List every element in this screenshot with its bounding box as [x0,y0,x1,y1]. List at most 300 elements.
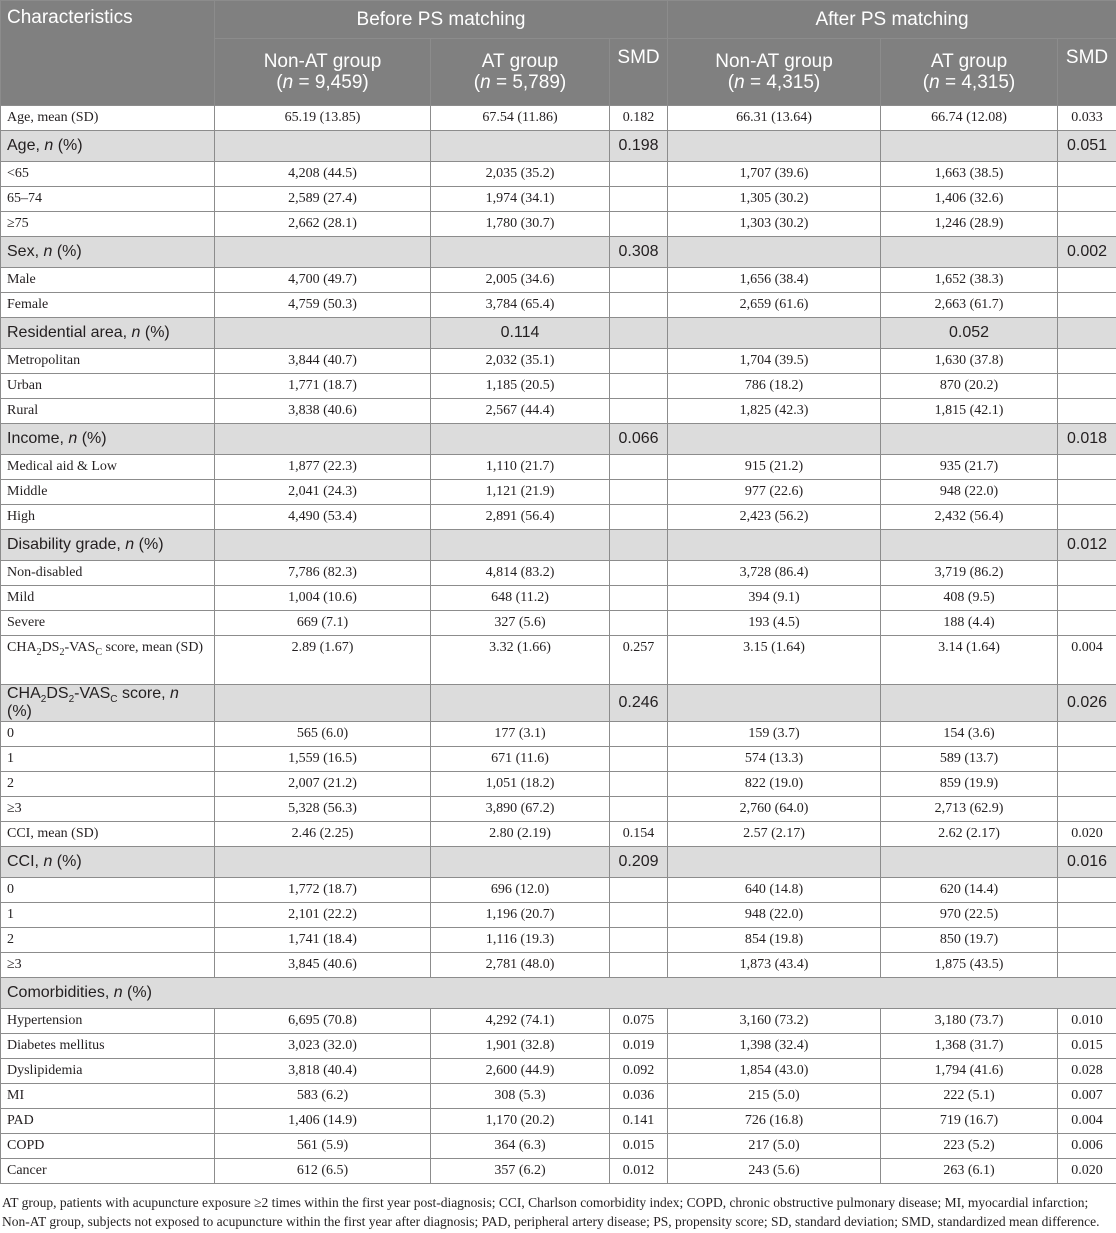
after-smd-cell: 0.004 [1058,1109,1116,1134]
table-row [1,636,1116,685]
after-at-cell: 1,875 (43.5) [881,953,1058,978]
after-nonat-cell: 3,728 (86.4) [668,561,881,586]
before-smd-cell [610,162,668,187]
before-nonat-cell: 3,844 (40.7) [215,349,431,374]
table-row [1,1009,1116,1034]
header-after-nonat [668,39,881,106]
table-row [1,1084,1116,1109]
after-at-cell: 859 (19.9) [881,772,1058,797]
row-label: ≥3 [1,797,215,822]
table-row [1,953,1116,978]
after-nonat-cell: 159 (3.7) [668,722,881,747]
after-smd-cell: 0.004 [1058,636,1116,685]
row-label: Mild [1,586,215,611]
score-label-sub: 2 [68,694,75,706]
before-nonat-cell: 3,838 (40.6) [215,399,431,424]
row-label: PAD [1,1109,215,1134]
row-label: Severe [1,611,215,636]
section-label-suffix: (%) [52,853,82,870]
header-n-value: = 5,789) [490,72,567,93]
before-at-cell: 308 (5.3) [431,1084,610,1109]
before-at-cell: 67.54 (11.86) [431,106,610,131]
before-at-cell: 1,051 (18.2) [431,772,610,797]
section-label-text: Residential area, [7,324,132,341]
table-row [1,561,1116,586]
table-row [1,1159,1116,1184]
table-row [1,822,1116,847]
before-nonat-cell: 3,818 (40.4) [215,1059,431,1084]
before-at-cell [431,131,610,162]
before-at-cell: 1,974 (34.1) [431,187,610,212]
section-label-suffix: (%) [122,984,152,1001]
after-smd-cell: 0.012 [1058,530,1116,561]
row-label: ≥3 [1,953,215,978]
after-at-cell: 1,630 (37.8) [881,349,1058,374]
after-nonat-cell: 394 (9.1) [668,586,881,611]
after-smd-cell: 0.006 [1058,1134,1116,1159]
after-nonat-cell: 1,707 (39.6) [668,162,881,187]
after-smd-cell [1058,561,1116,586]
before-smd-cell [610,878,668,903]
table-row [1,903,1116,928]
header-n-open: ( [276,72,283,93]
after-at-cell: 620 (14.4) [881,878,1058,903]
row-label: CCI, mean (SD) [1,822,215,847]
header-group-label: AT group [481,51,559,72]
before-nonat-cell: 5,328 (56.3) [215,797,431,822]
before-at-cell: 1,110 (21.7) [431,455,610,480]
header-after-matching: After PS matching [668,1,1116,39]
header-characteristics: Characteristics [1,1,215,106]
before-nonat-cell: 612 (6.5) [215,1159,431,1184]
before-at-cell: 0.114 [431,318,610,349]
table-row [1,1109,1116,1134]
section-label-text: Disability grade, [7,536,126,553]
row-label: Cancer [1,1159,215,1184]
header-n-italic: n [282,72,294,93]
score-label-part: DS [41,640,60,655]
after-nonat-cell: 1,854 (43.0) [668,1059,881,1084]
after-at-cell [881,685,1058,722]
after-nonat-cell [668,131,881,162]
after-smd-cell [1058,611,1116,636]
table-row [1,1059,1116,1084]
section-label-italic: n [131,324,141,341]
before-at-cell: 327 (5.6) [431,611,610,636]
section-row [1,131,1116,162]
after-at-cell: 935 (21.7) [881,455,1058,480]
before-nonat-cell: 4,208 (44.5) [215,162,431,187]
row-label: Non-disabled [1,561,215,586]
section-row [1,685,1116,722]
before-at-cell: 1,121 (21.9) [431,480,610,505]
after-nonat-cell: 854 (19.8) [668,928,881,953]
table-row [1,772,1116,797]
before-at-cell: 696 (12.0) [431,878,610,903]
after-smd-cell [1058,349,1116,374]
row-label: Male [1,268,215,293]
before-nonat-cell: 2,589 (27.4) [215,187,431,212]
table-row [1,1034,1116,1059]
before-smd-cell: 0.154 [610,822,668,847]
before-smd-cell [610,772,668,797]
before-at-cell [431,424,610,455]
before-nonat-cell: 6,695 (70.8) [215,1009,431,1034]
before-at-cell: 4,292 (74.1) [431,1009,610,1034]
header-group-label: Non-AT group [263,51,382,72]
after-smd-cell [1058,268,1116,293]
after-nonat-cell [668,424,881,455]
after-nonat-cell: 2,423 (56.2) [668,505,881,530]
score-label-part: DS [46,685,69,702]
before-at-cell [431,237,610,268]
after-at-cell: 2,663 (61.7) [881,293,1058,318]
before-at-cell [431,685,610,722]
after-smd-cell: 0.028 [1058,1059,1116,1084]
after-at-cell: 0.052 [881,318,1058,349]
table-row [1,399,1116,424]
row-label: Urban [1,374,215,399]
table-row [1,797,1116,822]
after-smd-cell [1058,374,1116,399]
before-at-cell: 1,780 (30.7) [431,212,610,237]
section-label [1,318,215,349]
after-smd-cell [1058,212,1116,237]
after-smd-cell [1058,162,1116,187]
section-label-italic: n [44,137,54,154]
row-label: 2 [1,772,215,797]
before-nonat-cell [215,847,431,878]
section-label-suffix: (%) [134,536,164,553]
after-smd-cell: 0.051 [1058,131,1116,162]
before-nonat-cell [215,424,431,455]
section-label-suffix: (%) [7,703,32,720]
after-at-cell: 948 (22.0) [881,480,1058,505]
after-nonat-cell: 1,398 (32.4) [668,1034,881,1059]
section-label-text: Comorbidities, [7,984,114,1001]
after-smd-cell: 0.026 [1058,685,1116,722]
section-label [1,530,215,561]
before-nonat-cell: 4,490 (53.4) [215,505,431,530]
after-smd-cell: 0.007 [1058,1084,1116,1109]
table-row [1,747,1116,772]
before-smd-cell [610,953,668,978]
before-at-cell: 1,116 (19.3) [431,928,610,953]
before-smd-cell: 0.036 [610,1084,668,1109]
after-smd-cell [1058,878,1116,903]
after-at-cell: 970 (22.5) [881,903,1058,928]
after-at-cell: 589 (13.7) [881,747,1058,772]
after-at-cell [881,237,1058,268]
before-nonat-cell [215,318,431,349]
score-label-part: CHA [7,640,37,655]
after-at-cell: 1,406 (32.6) [881,187,1058,212]
table-row [1,455,1116,480]
before-nonat-cell [215,237,431,268]
after-nonat-cell: 1,303 (30.2) [668,212,881,237]
header-before-matching: Before PS matching [215,1,668,39]
after-at-cell [881,131,1058,162]
after-smd-cell [1058,187,1116,212]
section-label [1,847,215,878]
before-nonat-cell [215,131,431,162]
before-at-cell: 3.32 (1.66) [431,636,610,685]
after-smd-cell: 0.020 [1058,1159,1116,1184]
before-nonat-cell: 3,845 (40.6) [215,953,431,978]
after-nonat-cell: 3.15 (1.64) [668,636,881,685]
after-smd-cell [1058,747,1116,772]
before-at-cell: 1,901 (32.8) [431,1034,610,1059]
row-label: 0 [1,878,215,903]
table-row [1,268,1116,293]
section-label-italic: n [170,685,179,702]
header-before-nonat [215,39,431,106]
after-at-cell: 223 (5.2) [881,1134,1058,1159]
after-smd-cell [1058,586,1116,611]
after-nonat-cell: 1,305 (30.2) [668,187,881,212]
after-at-cell: 870 (20.2) [881,374,1058,399]
table-footnote: AT group, patients with acupuncture exposure ≥2 times within the first year post-diagnosis; CCI, Charlson comorbidity index; COPD, chronic obstructive pulmonary disease; MI, myocardial infarction; Non-AT group, subjects not exposed to acupuncture within the first year after diagnosis; PAD, peripheral artery disease; PS, propensity score; SD, standard deviation; SMD, standardized mean difference. [2,1195,1100,1229]
before-smd-cell: 0.066 [610,424,668,455]
section-row [1,424,1116,455]
after-nonat-cell: 1,873 (43.4) [668,953,881,978]
row-label: Middle [1,480,215,505]
after-at-cell: 154 (3.6) [881,722,1058,747]
section-row [1,530,1116,561]
after-at-cell: 66.74 (12.08) [881,106,1058,131]
row-label [1,636,215,685]
before-nonat-cell: 1,772 (18.7) [215,878,431,903]
before-at-cell [431,530,610,561]
before-nonat-cell: 1,004 (10.6) [215,586,431,611]
row-label: COPD [1,1134,215,1159]
header-n-italic: n [734,72,745,93]
after-smd-cell [1058,722,1116,747]
header-n-italic: n [929,72,940,93]
table-row [1,586,1116,611]
before-smd-cell: 0.075 [610,1009,668,1034]
after-nonat-cell: 2,659 (61.6) [668,293,881,318]
after-nonat-cell: 2,760 (64.0) [668,797,881,822]
before-nonat-cell: 561 (5.9) [215,1134,431,1159]
row-label: 1 [1,903,215,928]
before-at-cell: 3,890 (67.2) [431,797,610,822]
after-at-cell: 222 (5.1) [881,1084,1058,1109]
table-row [1,293,1116,318]
after-nonat-cell: 215 (5.0) [668,1084,881,1109]
score-label-sub: 2 [59,646,65,658]
header-n-open: ( [922,72,930,93]
header-n-value: = 4,315) [939,72,1016,93]
before-at-cell: 364 (6.3) [431,1134,610,1159]
table-row [1,611,1116,636]
before-smd-cell [610,399,668,424]
row-label: Age, mean (SD) [1,106,215,131]
score-label-part: score, mean (SD) [102,640,204,655]
after-at-cell: 263 (6.1) [881,1159,1058,1184]
after-smd-cell [1058,797,1116,822]
before-at-cell: 177 (3.1) [431,722,610,747]
after-smd-cell: 0.016 [1058,847,1116,878]
before-smd-cell [610,903,668,928]
after-smd-cell [1058,399,1116,424]
after-nonat-cell: 977 (22.6) [668,480,881,505]
row-label: Hypertension [1,1009,215,1034]
row-label: 65–74 [1,187,215,212]
after-nonat-cell: 574 (13.3) [668,747,881,772]
after-nonat-cell: 217 (5.0) [668,1134,881,1159]
header-n-open: ( [473,72,481,93]
before-smd-cell [610,530,668,561]
before-nonat-cell: 1,406 (14.9) [215,1109,431,1134]
section-label-suffix: (%) [52,243,82,260]
after-nonat-cell [668,237,881,268]
after-nonat-cell: 948 (22.0) [668,903,881,928]
after-at-cell: 1,815 (42.1) [881,399,1058,424]
before-nonat-cell: 1,559 (16.5) [215,747,431,772]
before-smd-cell: 0.257 [610,636,668,685]
before-at-cell: 2,891 (56.4) [431,505,610,530]
after-smd-cell [1058,455,1116,480]
header-n-open: ( [727,72,735,93]
before-at-cell: 2,781 (48.0) [431,953,610,978]
before-smd-cell [610,212,668,237]
section-row [1,978,1116,1009]
before-smd-cell: 0.141 [610,1109,668,1134]
before-smd-cell [610,480,668,505]
before-smd-cell [610,586,668,611]
before-at-cell: 648 (11.2) [431,586,610,611]
after-nonat-cell [668,530,881,561]
before-at-cell: 4,814 (83.2) [431,561,610,586]
after-nonat-cell: 1,704 (39.5) [668,349,881,374]
row-label: Rural [1,399,215,424]
table-row [1,349,1116,374]
before-smd-cell [610,455,668,480]
header-group-label: AT group [930,51,1008,72]
section-row [1,318,1116,349]
after-at-cell: 2,713 (62.9) [881,797,1058,822]
section-label-suffix: (%) [140,324,170,341]
section-label-suffix: (%) [77,430,107,447]
after-smd-cell [1058,903,1116,928]
before-smd-cell [610,611,668,636]
before-smd-cell [610,349,668,374]
before-at-cell: 2,032 (35.1) [431,349,610,374]
after-at-cell: 2.62 (2.17) [881,822,1058,847]
after-nonat-cell: 1,656 (38.4) [668,268,881,293]
section-label-text: Age, [7,137,45,154]
row-label: Diabetes mellitus [1,1034,215,1059]
section-row [1,237,1116,268]
row-label: 2 [1,928,215,953]
before-smd-cell [610,187,668,212]
score-label-sub: 2 [40,694,47,706]
after-smd-cell: 0.018 [1058,424,1116,455]
before-nonat-cell [215,685,431,722]
after-smd-cell: 0.033 [1058,106,1116,131]
before-smd-cell: 0.308 [610,237,668,268]
after-nonat-cell [668,847,881,878]
row-label: High [1,505,215,530]
table-row [1,374,1116,399]
before-smd-cell: 0.198 [610,131,668,162]
before-at-cell [431,847,610,878]
before-smd-cell [610,268,668,293]
after-smd-cell [1058,928,1116,953]
section-label [1,685,215,722]
table-row [1,878,1116,903]
table-row [1,505,1116,530]
after-nonat-cell: 1,825 (42.3) [668,399,881,424]
before-smd-cell: 0.015 [610,1134,668,1159]
after-nonat-cell: 193 (4.5) [668,611,881,636]
row-label: Medical aid & Low [1,455,215,480]
after-smd-cell: 0.015 [1058,1034,1116,1059]
after-nonat-cell [668,318,881,349]
before-at-cell: 2,567 (44.4) [431,399,610,424]
before-nonat-cell: 2,041 (24.3) [215,480,431,505]
section-label-italic: n [125,536,135,553]
table-row [1,187,1116,212]
after-at-cell [881,530,1058,561]
score-label-part: -VAS [74,685,111,702]
row-label: Female [1,293,215,318]
before-at-cell: 3,784 (65.4) [431,293,610,318]
after-smd-cell [1058,318,1116,349]
before-nonat-cell [215,530,431,561]
after-smd-cell [1058,293,1116,318]
table-row [1,722,1116,747]
before-smd-cell [610,374,668,399]
row-label: <65 [1,162,215,187]
header-n-italic: n [480,72,491,93]
row-label: Metropolitan [1,349,215,374]
header-n-value: = 9,459) [293,72,369,93]
score-label-sub: 2 [36,646,42,658]
header-group-label: Non-AT group [715,51,833,72]
before-smd-cell [610,505,668,530]
before-nonat-cell: 2.46 (2.25) [215,822,431,847]
section-label-text: Income, [7,430,69,447]
section-label-italic: n [113,984,123,1001]
table-row [1,212,1116,237]
before-nonat-cell: 2,101 (22.2) [215,903,431,928]
header-n-value: = 4,315) [744,72,821,93]
after-smd-cell [1058,953,1116,978]
after-at-cell: 1,663 (38.5) [881,162,1058,187]
after-at-cell: 408 (9.5) [881,586,1058,611]
before-at-cell: 1,185 (20.5) [431,374,610,399]
table-row [1,162,1116,187]
header-before-at [431,39,610,106]
before-smd-cell [610,747,668,772]
before-at-cell: 671 (11.6) [431,747,610,772]
row-label: MI [1,1084,215,1109]
after-smd-cell [1058,505,1116,530]
before-nonat-cell: 3,023 (32.0) [215,1034,431,1059]
header-before-smd: SMD [610,39,668,106]
before-smd-cell: 0.246 [610,685,668,722]
header-row-1 [1,1,1116,39]
after-at-cell: 188 (4.4) [881,611,1058,636]
after-nonat-cell: 786 (18.2) [668,374,881,399]
section-row [1,847,1116,878]
after-nonat-cell: 726 (16.8) [668,1109,881,1134]
after-at-cell: 3.14 (1.64) [881,636,1058,685]
section-label-text: Sex, [7,243,44,260]
before-nonat-cell: 4,759 (50.3) [215,293,431,318]
